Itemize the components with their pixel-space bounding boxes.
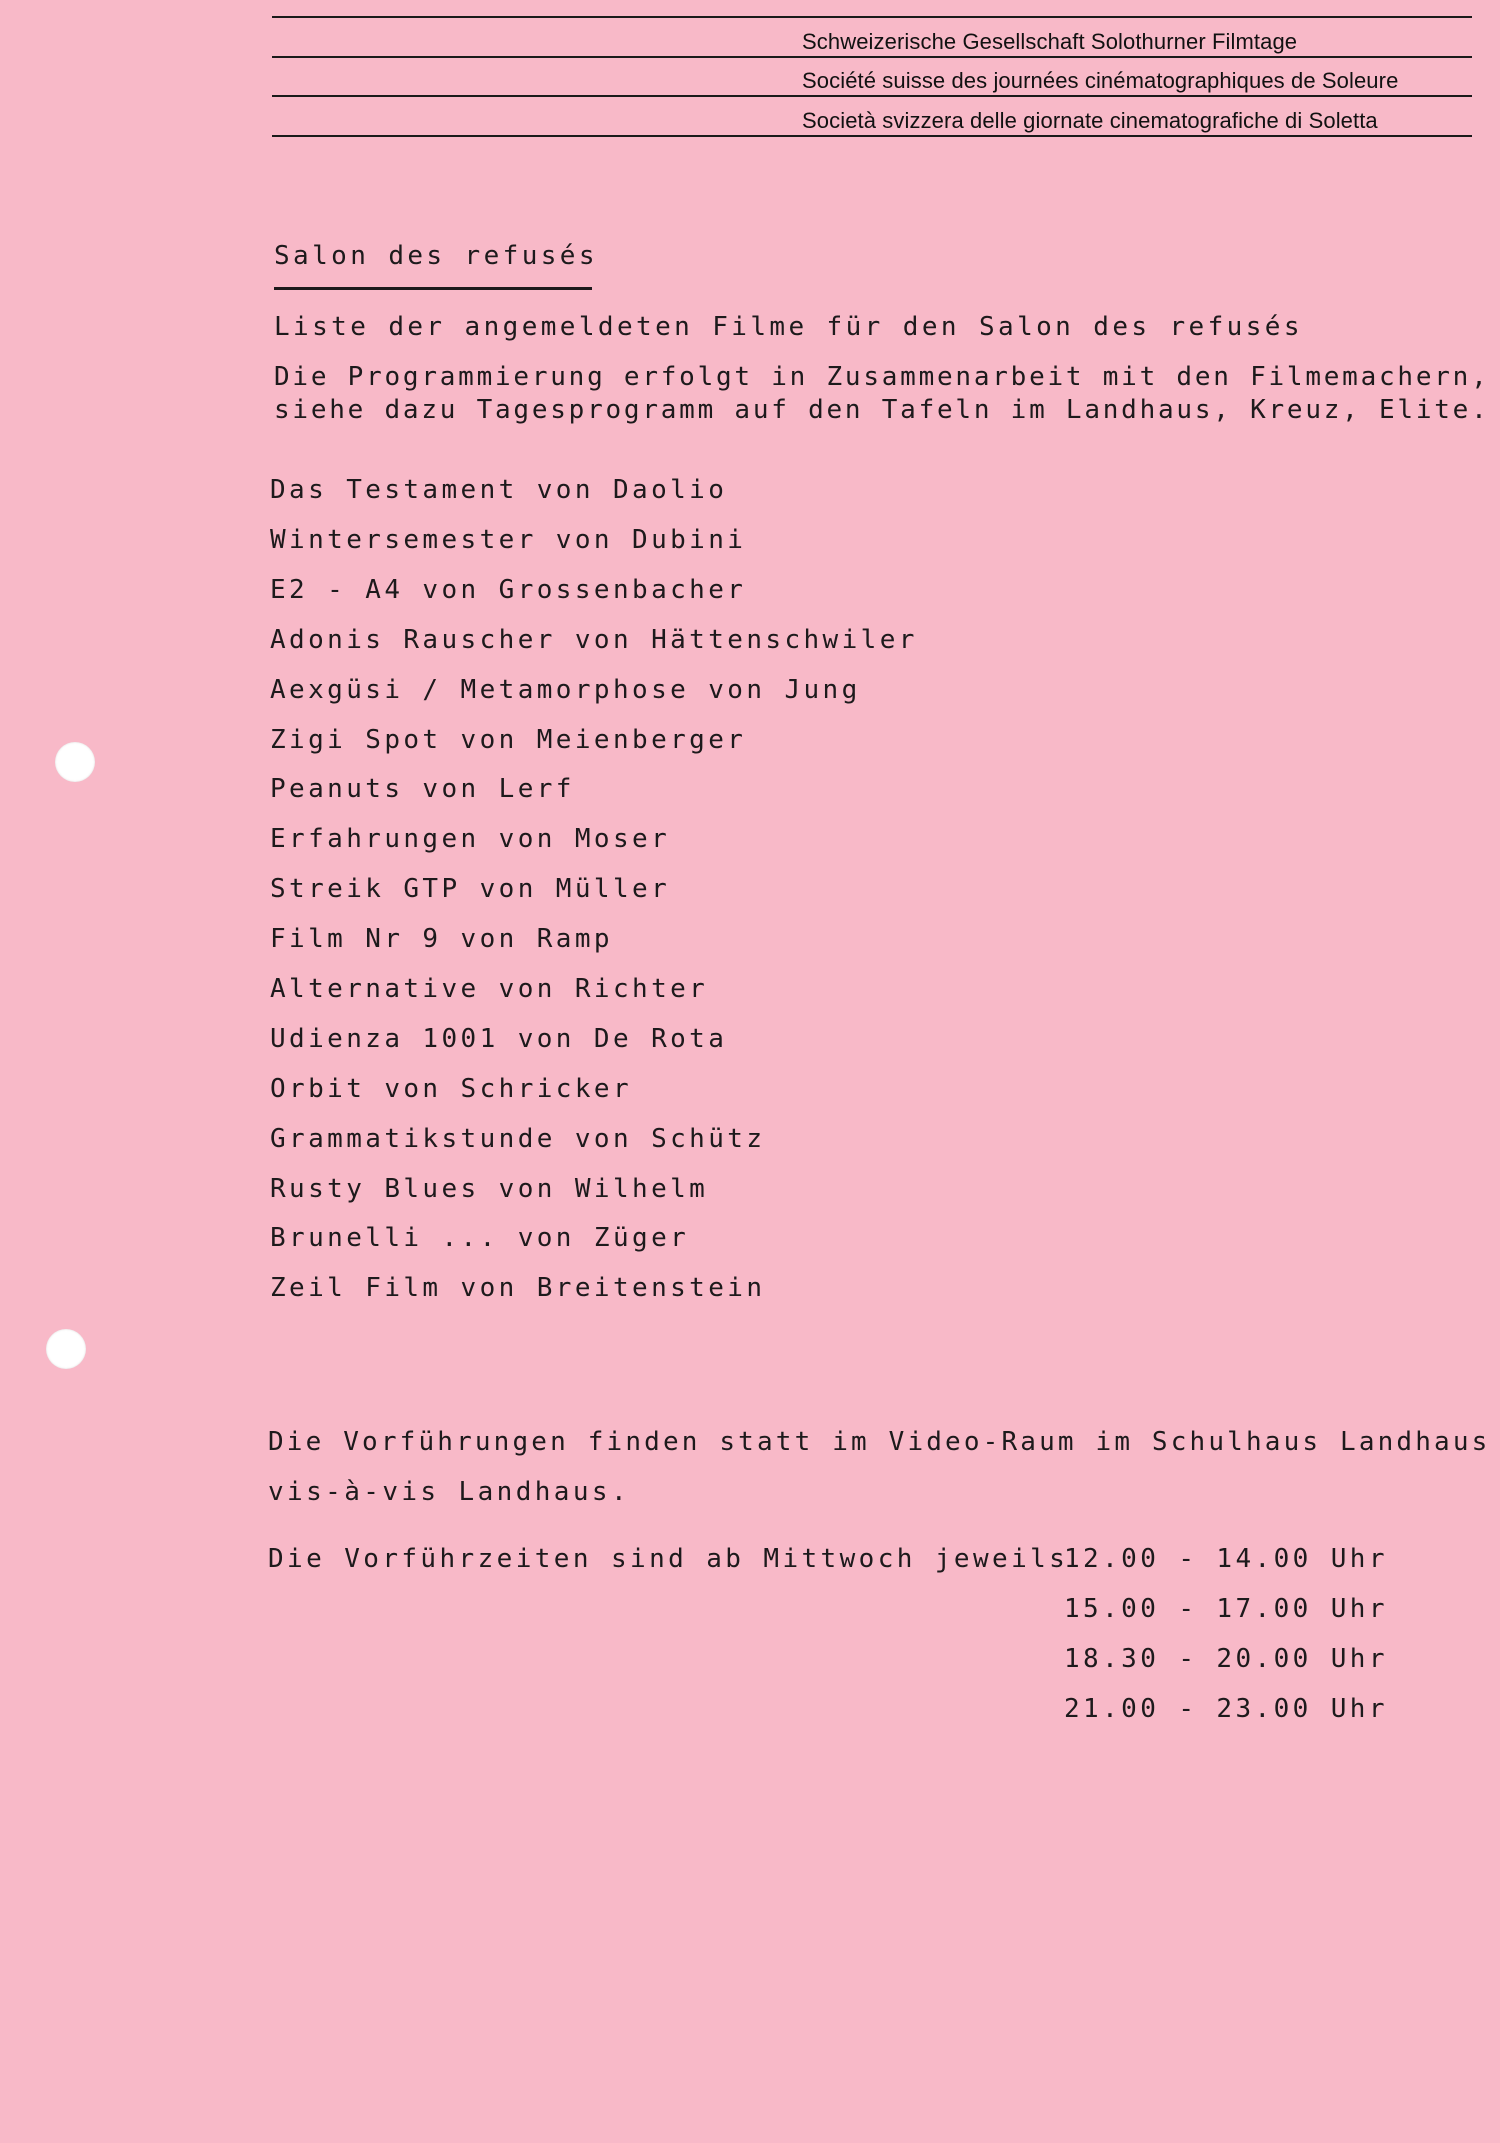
letterhead-line-it: Società svizzera delle giornate cinematografiche di Soletta: [802, 108, 1378, 133]
film-item: Zigi Spot von Meienberger: [270, 725, 747, 755]
letterhead-rule: [272, 95, 1472, 97]
film-item: Wintersemester von Dubini: [270, 525, 747, 555]
letterhead-rule: [272, 135, 1472, 137]
film-item: Peanuts von Lerf: [270, 774, 575, 804]
film-item: Das Testament von Daolio: [270, 475, 728, 505]
schedule-time: 18.30 - 20.00 Uhr: [1064, 1644, 1388, 1674]
schedule-lead: Die Vorführzeiten sind ab Mittwoch jeweils: [268, 1544, 1069, 1574]
film-item: Grammatikstunde von Schütz: [270, 1124, 766, 1154]
film-item: Film Nr 9 von Ramp: [270, 924, 613, 954]
venue-line-2: vis-à-vis Landhaus.: [268, 1477, 631, 1507]
film-item: Adonis Rauscher von Hättenschwiler: [270, 625, 918, 655]
letterhead-rule: [272, 56, 1472, 58]
film-item: Streik GTP von Müller: [270, 874, 671, 904]
film-item: Brunelli ... von Züger: [270, 1223, 690, 1253]
film-item: Orbit von Schricker: [270, 1074, 633, 1104]
letterhead-line-de: Schweizerische Gesellschaft Solothurner Filmtage: [802, 29, 1298, 54]
intro-line-1: Liste der angemeldeten Filme für den Salon des refusés: [274, 312, 1303, 342]
film-item: Udienza 1001 von De Rota: [270, 1024, 728, 1054]
film-item: Rusty Blues von Wilhelm: [270, 1174, 709, 1204]
intro-line-3: siehe dazu Tagesprogramm auf den Tafeln im Landhaus, Kreuz, Elite.: [274, 395, 1490, 425]
letterhead-rule: [272, 16, 1472, 18]
film-item: Zeil Film von Breitenstein: [270, 1273, 766, 1303]
intro-line-2: Die Programmierung erfolgt in Zusammenarbeit mit den Filmemachern,: [274, 362, 1490, 392]
film-item: Alternative von Richter: [270, 974, 709, 1004]
film-item: E2 - A4 von Grossenbacher: [270, 575, 747, 605]
document-title: Salon des refusés: [274, 241, 598, 271]
schedule-time: 21.00 - 23.00 Uhr: [1064, 1694, 1388, 1724]
title-underline: [274, 287, 592, 290]
punch-hole: [46, 1329, 86, 1369]
schedule-time: 12.00 - 14.00 Uhr: [1064, 1544, 1388, 1574]
schedule-time: 15.00 - 17.00 Uhr: [1064, 1594, 1388, 1624]
film-item: Erfahrungen von Moser: [270, 824, 671, 854]
venue-line-1: Die Vorführungen finden statt im Video-Raum im Schulhaus Landhaus: [268, 1427, 1491, 1457]
letterhead-line-fr: Société suisse des journées cinématographiques de Soleure: [802, 68, 1399, 93]
punch-hole: [55, 742, 95, 782]
film-item: Aexgüsi / Metamorphose von Jung: [270, 675, 861, 705]
